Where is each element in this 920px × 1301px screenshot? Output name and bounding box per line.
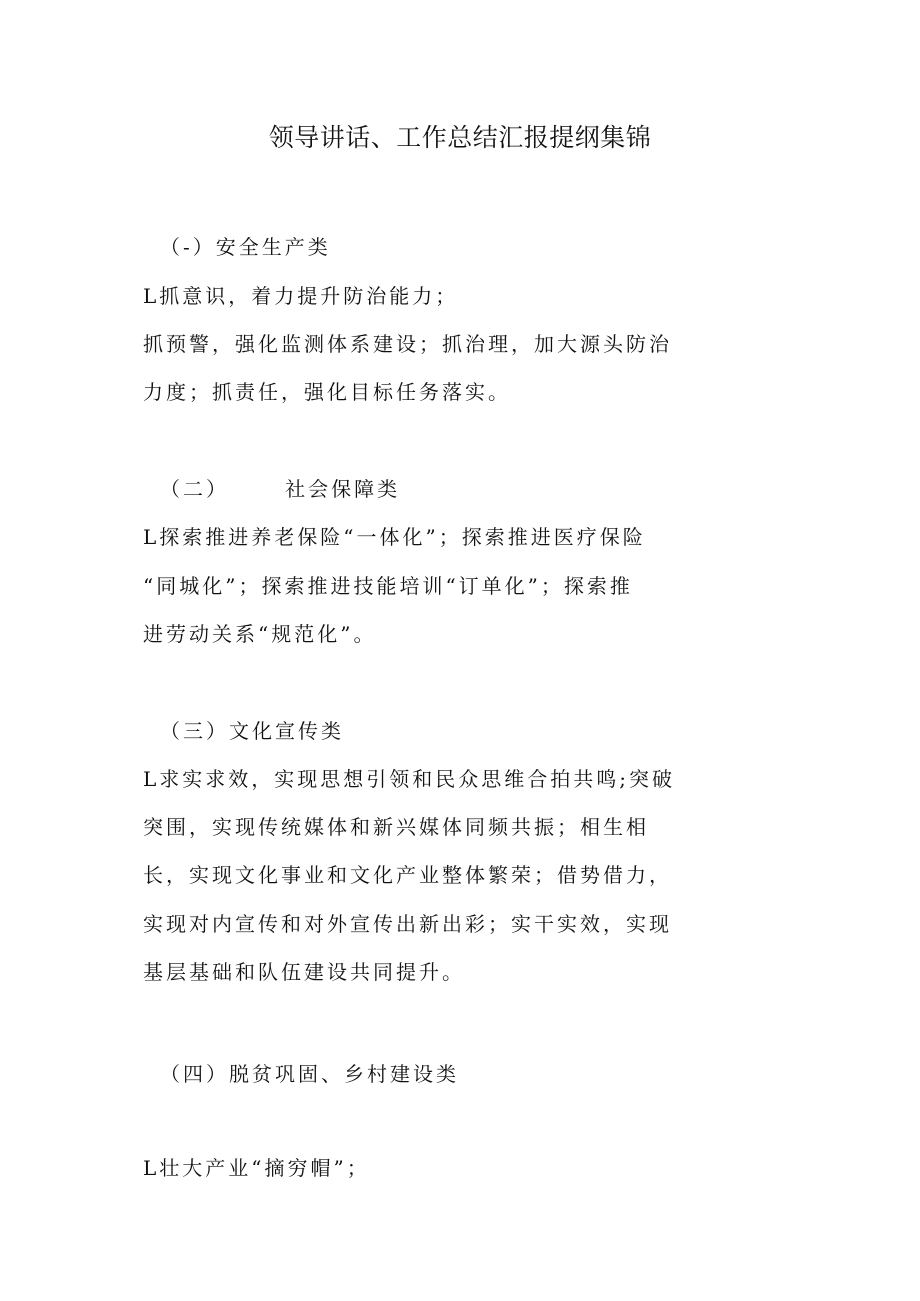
paragraph-line: L求实求效，实现思想引领和民众思维合拍共鸣;突破: [143, 767, 676, 791]
paragraph-line: “同城化”；探索推进技能培训“订单化”；探索推: [143, 574, 633, 598]
paragraph-line: 抓预警，强化监测体系建设；抓治理，加大源头防治: [143, 332, 672, 356]
section-heading: （-）安全生产类: [160, 235, 331, 259]
paragraph-line: L壮大产业“摘穷帽”；: [143, 1156, 370, 1180]
paragraph-line: 力度；抓责任，强化目标任务落实。: [143, 380, 511, 404]
paragraph-line: 长，实现文化事业和文化产业整体繁荣；借势借力，: [143, 863, 672, 887]
section-heading: （四）脱贫巩固、乡村建设类: [160, 1062, 459, 1086]
paragraph-line: 实现对内宣传和对外宣传出新出彩；实干实效，实现: [143, 912, 672, 936]
section-heading: （三）文化宣传类: [160, 719, 344, 743]
page-title: 领导讲话、工作总结汇报提纲集锦: [268, 123, 652, 152]
section-heading: （二） 社会保障类: [160, 477, 401, 501]
paragraph-line: L抓意识，着力提升防治能力；: [143, 284, 459, 308]
paragraph-line: 基层基础和队伍建设共同提升。: [143, 960, 465, 984]
paragraph-line: L探索推进养老保险“一体化”；探索推进医疗保险: [143, 525, 646, 549]
paragraph-line: 突围，实现传统媒体和新兴媒体同频共振；相生相: [143, 815, 649, 839]
paragraph-line: 进劳动关系“规范化”。: [143, 622, 377, 646]
